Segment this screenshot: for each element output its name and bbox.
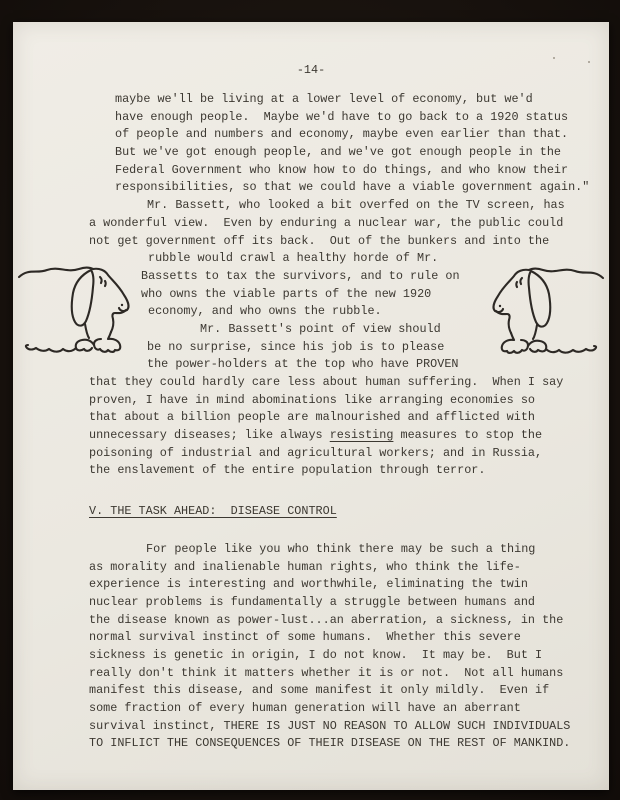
text-line: normal survival instinct of some humans. Whether this severe <box>89 630 521 645</box>
text-line: some fraction of every human generation will have an aberrant <box>89 701 521 715</box>
text-line: Mr. Bassett, who looked a bit overfed on the TV screen, has <box>147 198 565 213</box>
text-line: a wonderful view. Even by enduring a nuclear war, the public could <box>89 215 564 230</box>
text-line: proven, I have in mind abominations like arranging economies so <box>89 392 535 407</box>
text-line: unnecessary diseases; like always resisting measures to stop the <box>89 428 543 443</box>
text-line: For people like you who think there may be such a thing <box>146 541 536 556</box>
text-line: sickness is genetic in origin, I do not know. It may be. But I <box>89 647 543 662</box>
section-heading: V. THE TASK AHEAD: DISEASE CONTROL <box>89 504 337 519</box>
paper-speck <box>588 61 590 63</box>
blockquote-paragraph <box>89 91 601 197</box>
typewritten-text-block <box>89 91 601 753</box>
text-line: have enough people. Maybe we'd have to go back to a 1920 status <box>115 109 569 124</box>
text-line: maybe we'll be living at a lower level of economy, but we'd <box>115 92 533 106</box>
text-line: of people and numbers and economy, maybe even earlier than that. <box>115 127 569 142</box>
text-line: that about a billion people are malnourished and afflicted with <box>89 410 535 425</box>
text-line: Mr. Bassett's point of view should <box>200 321 441 336</box>
paper-speck <box>553 57 555 59</box>
text-line: TO INFLICT THE CONSEQUENCES OF THEIR DISEASE ON THE REST OF MANKIND. <box>89 736 571 751</box>
text-line: nuclear problems is fundamentally a struggle between humans and <box>89 594 535 609</box>
text-line: responsibilities, so that we could have a viable government again." <box>115 180 590 195</box>
text-line: the power-holders at the top who have PROVEN <box>147 357 459 372</box>
text-line: the enslavement of the entire population through terror. <box>89 463 486 478</box>
text-line: economy, and who owns the rubble. <box>148 304 382 319</box>
typewritten-page <box>13 22 609 790</box>
text-line: poisoning of industrial and agricultural workers; and in Russia, <box>89 445 543 460</box>
text-line: as morality and inalienable human rights, who think the life- <box>89 559 521 574</box>
text-line: Federal Government who know how to do things, and who know their <box>115 162 569 177</box>
closing-paragraph <box>89 541 601 753</box>
text-line: But we've got enough people, and we've got enough people in the <box>115 145 561 160</box>
text-line: Bassetts to tax the survivors, and to rule on <box>141 268 460 283</box>
text-line: really don't think it matters whether it is or not. Not all humans <box>89 665 564 680</box>
bassett-paragraphs <box>89 197 601 480</box>
text-line: manifest this disease, and some manifest it only mildly. Even if <box>89 683 550 698</box>
text-line: experience is interesting and worthwhile, eliminating the twin <box>89 577 528 592</box>
text-line: not get government off its back. Out of the bunkers and into the <box>89 233 550 248</box>
text-line: be no surprise, since his job is to please <box>147 339 445 354</box>
text-line: the disease known as power-lust...an aberration, a sickness, in the <box>89 612 564 627</box>
text-line: that they could hardly care less about human suffering. When I say <box>89 375 564 389</box>
text-line: survival instinct, THERE IS JUST NO REASON TO ALLOW SUCH INDIVIDUALS <box>89 718 571 733</box>
page-number: -14- <box>296 63 326 77</box>
text-line: rubble would crawl a healthy horde of Mr. <box>148 251 439 266</box>
text-line: who owns the viable parts of the new 1920 <box>141 286 432 301</box>
